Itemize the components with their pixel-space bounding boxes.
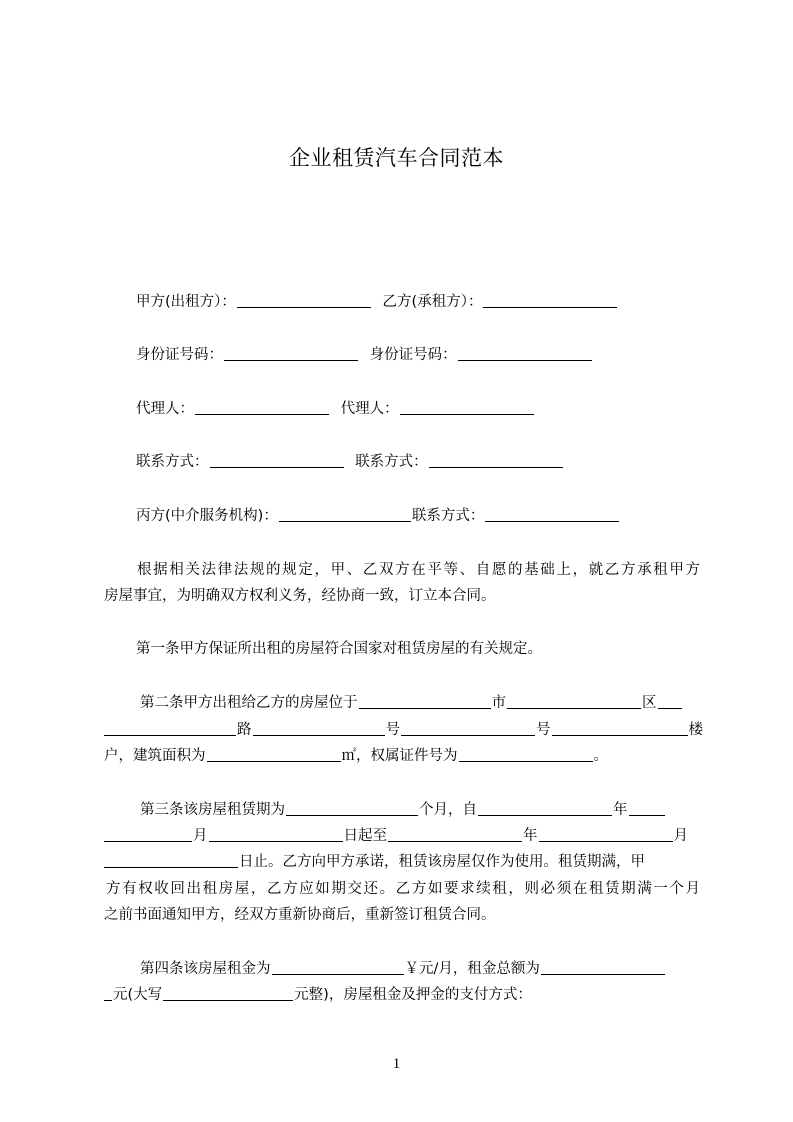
article-3-line-4: 方有权收回出租房屋，乙方应如期交还。乙方如要求续租，则必须在租赁期满一个月 xyxy=(106,881,700,897)
contact-b-label: 联系方式： xyxy=(355,454,428,470)
city-label: 市 xyxy=(491,695,506,711)
number-blank[interactable] xyxy=(401,721,535,736)
start-month-blank[interactable] xyxy=(104,827,192,842)
road-label: 路 xyxy=(237,722,252,738)
page-title: 企业租赁汽车合同范本 xyxy=(289,146,504,170)
article-3-end-text: 日止。乙方向甲方承诺，租赁该房屋仅作为使用。租赁期满，甲 xyxy=(239,854,645,870)
intro-line-1: 根据相关法律法规的规定，甲、乙双方在平等、自愿的基础上，就乙方承租甲方 xyxy=(137,562,700,578)
road-number-blank[interactable] xyxy=(253,721,385,736)
contact-line xyxy=(104,452,700,472)
rent-unit-label: ￥元/月，租金总额为 xyxy=(404,961,540,977)
party-b-label: 乙方(承租方）： xyxy=(382,294,483,310)
rent-blank[interactable] xyxy=(272,960,404,975)
start-year-blank[interactable] xyxy=(478,801,612,816)
article-2-line-2 xyxy=(104,720,703,740)
article-3-line-5: 之前书面通知甲方，经双方重新协商后，重新签订租赁合同。 xyxy=(104,907,496,923)
page-number: 1 xyxy=(392,1056,401,1072)
yuan-label: 元(大写 xyxy=(113,987,163,1003)
article-2-line-1 xyxy=(104,693,700,713)
party-a-blank[interactable] xyxy=(237,293,371,308)
months-from-label: 个月，自 xyxy=(419,802,477,818)
month-label-2: 月 xyxy=(673,828,688,844)
year-label: 年 xyxy=(613,802,628,818)
party-c-line xyxy=(104,506,700,526)
agent-line xyxy=(104,399,700,419)
article-4-lead: 第四条该房屋租金为 xyxy=(140,961,271,977)
id-line xyxy=(104,345,700,365)
end-month-blank[interactable] xyxy=(539,827,673,842)
uppercase-amount-blank[interactable] xyxy=(163,986,293,1001)
area-blank[interactable] xyxy=(207,747,341,762)
end-year-blank[interactable] xyxy=(388,827,522,842)
yuan-whole-label: 元整)，房屋租金及押金的支付方式： xyxy=(294,987,532,1003)
location-blank[interactable] xyxy=(359,694,491,709)
number-label-2: 号 xyxy=(536,722,551,738)
contact-b-blank[interactable] xyxy=(429,453,563,468)
id-b-label: 身份证号码： xyxy=(369,347,457,363)
total-rent-blank-end[interactable] xyxy=(104,986,112,1001)
building-label: 楼 xyxy=(688,722,703,738)
id-a-blank[interactable] xyxy=(224,346,358,361)
contact-c-blank[interactable] xyxy=(485,507,619,522)
contact-a-blank[interactable] xyxy=(210,453,344,468)
start-month-blank-a[interactable] xyxy=(629,801,665,816)
article-4-line-2 xyxy=(104,985,700,1005)
end-day-blank[interactable] xyxy=(104,853,238,868)
unit-area-label: 户，建筑面积为 xyxy=(104,748,206,764)
road-blank[interactable] xyxy=(104,721,236,736)
agent-b-blank[interactable] xyxy=(400,400,534,415)
month-label: 月 xyxy=(193,828,208,844)
article-2-end: 。 xyxy=(593,748,608,764)
intro-line-2: 房屋事宜，为明确双方权利义务，经协商一致，订立本合同。 xyxy=(104,588,496,604)
id-b-blank[interactable] xyxy=(458,346,592,361)
article-2-line-3 xyxy=(104,746,700,766)
article-3-line-3 xyxy=(104,852,700,872)
building-blank[interactable] xyxy=(552,721,688,736)
district-blank[interactable] xyxy=(658,694,682,709)
agent-a-label: 代理人： xyxy=(136,401,194,417)
year-label-2: 年 xyxy=(523,828,538,844)
article-1: 第一条甲方保证所出租的房屋符合国家对租赁房屋的有关规定。 xyxy=(136,641,542,657)
party-c-blank[interactable] xyxy=(279,507,411,522)
certificate-blank[interactable] xyxy=(459,747,593,762)
article-3-line-1 xyxy=(104,800,700,820)
article-4-line-1 xyxy=(104,959,700,979)
day-to-label: 日起至 xyxy=(343,828,387,844)
article-3-lead: 第三条该房屋租赁期为 xyxy=(140,802,285,818)
party-b-blank[interactable] xyxy=(483,293,617,308)
district-label: 区 xyxy=(642,695,657,711)
id-a-label: 身份证号码： xyxy=(136,347,223,363)
article-2-lead: 第二条甲方出租给乙方的房屋位于 xyxy=(140,695,358,711)
agent-a-blank[interactable] xyxy=(195,400,329,415)
contact-a-label: 联系方式： xyxy=(136,454,209,470)
city-blank[interactable] xyxy=(507,694,641,709)
party-line-ab xyxy=(104,292,700,312)
article-3-line-2 xyxy=(104,826,700,846)
party-c-label: 丙方(中介服务机构)： xyxy=(136,508,278,524)
start-day-blank[interactable] xyxy=(209,827,343,842)
sqm-label: ㎡，权属证件号为 xyxy=(341,748,458,764)
number-label-1: 号 xyxy=(385,722,400,738)
total-rent-blank[interactable] xyxy=(541,960,665,975)
party-a-label: 甲方(出租方）： xyxy=(136,294,236,310)
agent-b-label: 代理人： xyxy=(340,401,399,417)
contact-c-label: 联系方式： xyxy=(411,508,485,524)
term-blank[interactable] xyxy=(286,801,418,816)
